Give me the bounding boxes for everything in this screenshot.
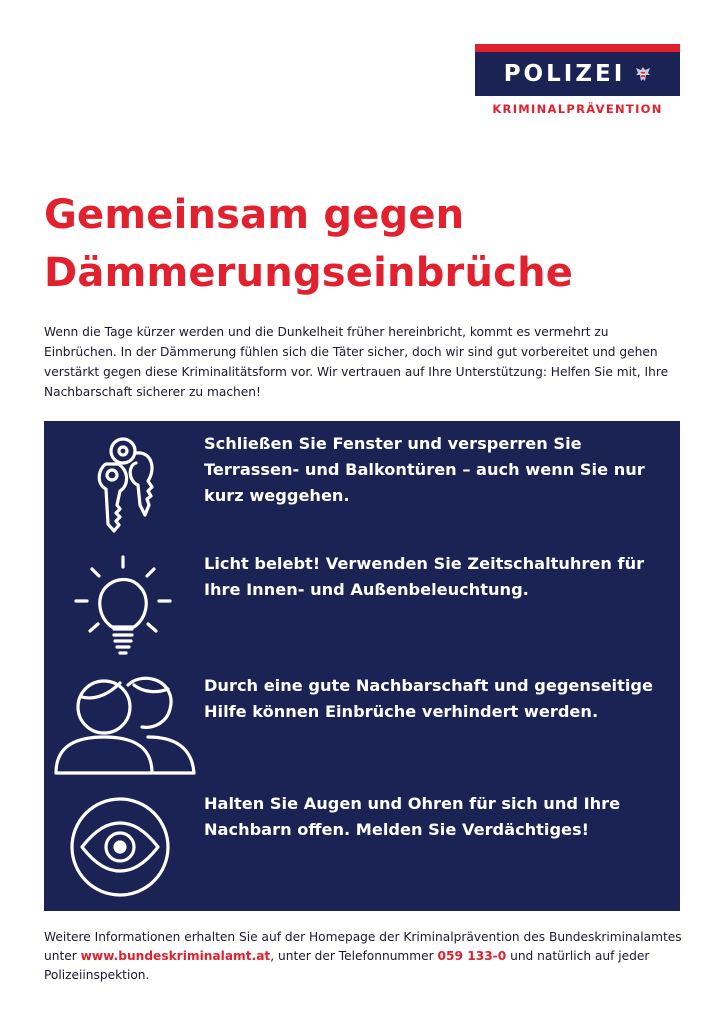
- footer-text: [44, 928, 694, 985]
- logo-subtitle: KRIMINALPRÄVENTION: [492, 102, 663, 116]
- light-bulb-icon: [48, 549, 198, 664]
- logo-box: [475, 52, 680, 96]
- logo-red-bar: [475, 44, 680, 52]
- eye-icon: [48, 791, 198, 906]
- page-title: [44, 186, 694, 302]
- tip-text-light: Licht belebt! Verwenden Sie Zeitschaltuhren für Ihre Innen- und Außenbeleuchtung.: [204, 554, 645, 599]
- polizei-logo: [475, 44, 680, 116]
- tip-text-neighbors: Durch eine gute Nachbarschaft und gegenseitige Hilfe können Einbrüche verhindert werden.: [204, 676, 653, 721]
- intro-paragraph: Wenn die Tage kürzer werden und die Dunkelheit früher hereinbricht, kommt es vermehrt zu Einbrüchen. In der Dämmerung fühlen sich die Täter sicher, doch wir sind gut vorbereitet und gehen verstärkt gegen diese Kriminalitätsform vor. Wir vertrauen auf Ihre Unterstützung: Helfen Sie mit, Ihre Nachbarschaft sicherer zu machen!: [44, 325, 669, 399]
- neighbors-icon: [48, 667, 198, 782]
- footer-part1: Weitere Informationen erhalten Sie auf der Homepage der Kriminalprävention des Bundeskriminalamtes unter: [44, 930, 682, 963]
- tips-panel: [44, 421, 680, 911]
- footer-part2: , unter der Telefonnummer: [270, 949, 438, 963]
- tip-text-eye: Halten Sie Augen und Ohren für sich und Ihre Nachbarn offen. Melden Sie Verdächtiges!: [204, 794, 621, 839]
- title-line-1: Gemeinsam gegen: [44, 192, 465, 238]
- footer-part3: und natürlich auf jeder Polizeiinspektion.: [44, 949, 650, 982]
- austrian-eagle-icon: [635, 65, 651, 83]
- homepage-link[interactable]: www.bundeskriminalamt.at: [80, 949, 271, 963]
- keys-icon: [48, 429, 198, 544]
- logo-wordmark: POLIZEI: [503, 61, 626, 87]
- title-line-2: Dämmerungseinbrüche: [44, 250, 574, 296]
- tip-text-keys: Schließen Sie Fenster und versperren Sie Terrassen- und Balkontüren – auch wenn Sie nur kurz weggehen.: [204, 434, 645, 505]
- phone-number: 059 133-0: [437, 949, 507, 963]
